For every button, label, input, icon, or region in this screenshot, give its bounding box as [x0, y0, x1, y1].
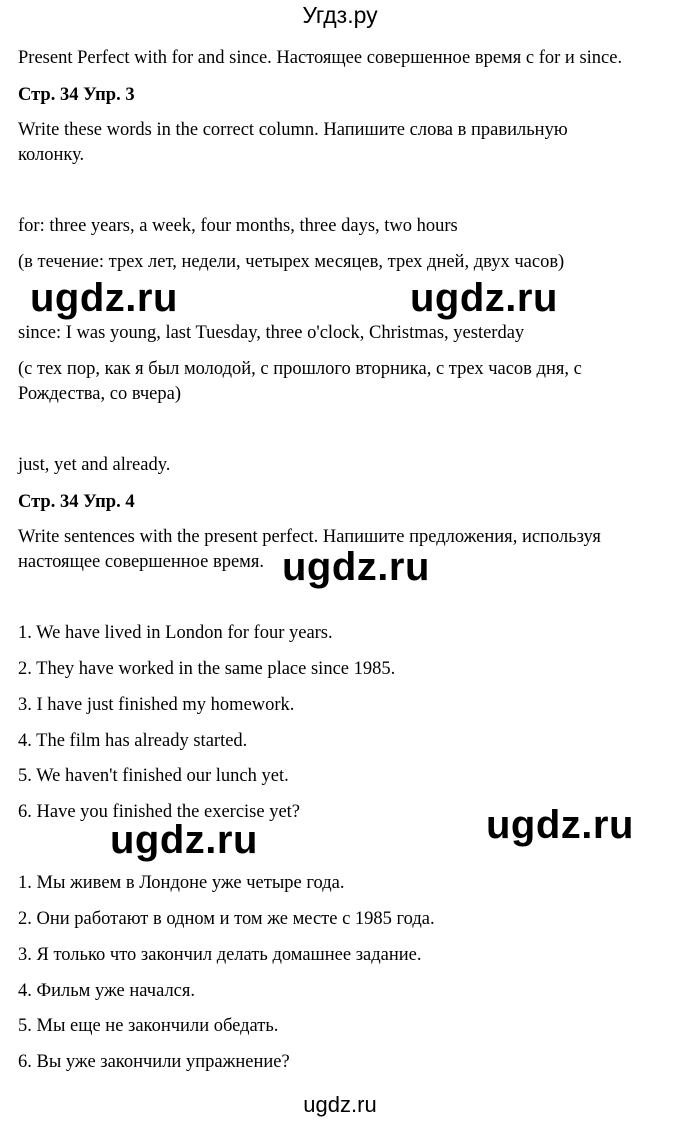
topic-line: Present Perfect with for and since. Настоящее совершенное время с for и since.	[18, 48, 623, 68]
answer-ru-6: 6. Вы уже закончили упражнение?	[18, 1052, 290, 1072]
watermark: ugdz.ru	[110, 818, 258, 862]
answer-ru-4: 4. Фильм уже начался.	[18, 981, 196, 1001]
watermark: ugdz.ru	[410, 276, 558, 320]
exercise-4-task-line-1: Write sentences with the present perfect. Напишите предложения, используя	[18, 527, 601, 547]
exercise-4-title: Стр. 34 Упр. 4	[18, 492, 135, 512]
answer-en-2: 2. They have worked in the same place since 1985.	[18, 659, 396, 679]
site-header: Угдз.ру	[302, 2, 378, 28]
answer-en-3: 3. I have just finished my homework.	[18, 695, 295, 715]
watermark: ugdz.ru	[30, 276, 178, 320]
answer-en-1: 1. We have lived in London for four years.	[18, 623, 333, 643]
answer-en-6: 6. Have you finished the exercise yet?	[18, 802, 301, 822]
watermark: ugdz.ru	[282, 545, 430, 589]
watermark: ugdz.ru	[486, 803, 634, 847]
site-footer: ugdz.ru	[303, 1092, 377, 1117]
since-list-ru-line-2: Рождества, со вчера)	[18, 384, 181, 404]
since-list-en: since: I was young, last Tuesday, three o'clock, Christmas, yesterday	[18, 323, 525, 343]
exercise-3-task-line-1: Write these words in the correct column. Напишите слова в правильную	[18, 120, 568, 140]
exercise-3-title: Стр. 34 Упр. 3	[18, 85, 135, 105]
topic-line-2: just, yet and already.	[18, 455, 171, 475]
answer-en-5: 5. We haven't finished our lunch yet.	[18, 766, 289, 786]
answer-ru-3: 3. Я только что закончил делать домашнее задание.	[18, 945, 422, 965]
for-list-en: for: three years, a week, four months, three days, two hours	[18, 216, 458, 236]
exercise-3-task-line-2: колонку.	[18, 145, 85, 165]
answer-ru-1: 1. Мы живем в Лондоне уже четыре года.	[18, 873, 345, 893]
answer-ru-5: 5. Мы еще не закончили обедать.	[18, 1016, 279, 1036]
exercise-4-task-line-2: настоящее совершенное время.	[18, 552, 265, 572]
since-list-ru-line-1: (с тех пор, как я был молодой, с прошлого вторника, с трех часов дня, с	[18, 359, 582, 379]
answer-en-4: 4. The film has already started.	[18, 731, 248, 751]
for-list-ru: (в течение: трех лет, недели, четырех месяцев, трех дней, двух часов)	[18, 252, 565, 272]
answer-ru-2: 2. Они работают в одном и том же месте с 1985 года.	[18, 909, 435, 929]
